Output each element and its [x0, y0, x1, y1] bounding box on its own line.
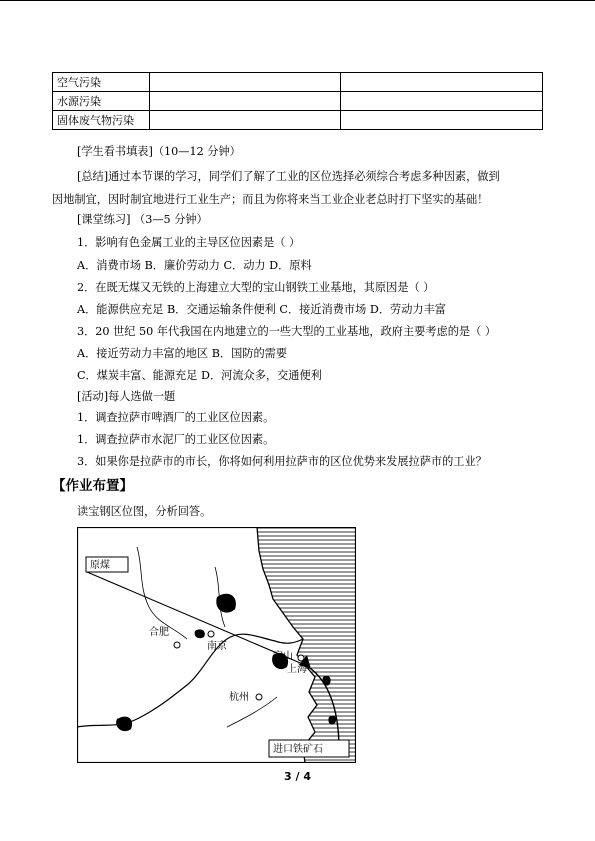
header-rule — [0, 0, 595, 1]
lake — [195, 629, 205, 638]
table-row-label: 水源污染 — [53, 92, 150, 111]
map-instruction: 读宝钢区位图，分析回答。 — [77, 505, 212, 518]
summary-line-2: 因地制宜，因时制宜地进行工业生产；而且为你将来当工业企业老总时打下坚实的基础！ — [52, 193, 489, 206]
homework-section-title: 【作业布置】 — [52, 478, 133, 494]
coal-label: 原煤 — [90, 560, 110, 571]
table-cell — [341, 92, 543, 111]
question-3-options-ab: A．接近劳动力丰富的地区 B．国防的需要 — [77, 347, 288, 360]
lake — [216, 594, 236, 613]
student-reading-note: [学生看书填表]（10—12 分钟） — [77, 145, 241, 158]
table-row — [53, 73, 543, 92]
table-cell — [150, 92, 341, 111]
question-1: 1．影响有色金属工业的主导区位因素是（ ） — [77, 236, 301, 249]
pollution-table — [52, 72, 543, 130]
hefei-label: 合肥 — [149, 627, 169, 638]
question-1-options: A．消费市场 B．廉价劳动力 C．动力 D．原料 — [77, 259, 312, 272]
question-2: 2．在既无煤又无铁的上海建立大型的宝山钢铁工业基地，其原因是（ ） — [77, 281, 435, 294]
table-cell — [150, 73, 341, 92]
activity-item-1: 1．调查拉萨市啤酒厂的工业区位因素。 — [77, 411, 275, 424]
table-cell — [341, 111, 543, 130]
shanghai-label: 上海 — [287, 664, 307, 675]
summary-line-1: [总结]通过本节课的学习，同学们了解了工业的区位选择必须综合考虑多种因素，做到 — [77, 170, 500, 183]
table-row — [53, 111, 543, 130]
baoshan-label: 宝山 — [273, 651, 293, 662]
table-row-label: 固体废气物污染 — [53, 111, 150, 130]
city-dot — [298, 655, 304, 661]
question-3-options-cd: C．煤炭丰富、能源充足 D．河流众多，交通便利 — [77, 369, 322, 382]
city-dot — [208, 631, 214, 637]
sea-area — [257, 527, 356, 763]
hangzhou-label: 杭州 — [229, 692, 249, 703]
table-cell — [341, 73, 543, 92]
activity-item-3: 3．如果你是拉萨市的市长，你将如何利用拉萨市的区位优势来发展拉萨市的工业？ — [77, 455, 487, 468]
baosteel-location-map — [77, 527, 356, 763]
city-dot — [256, 694, 262, 700]
table-cell — [150, 111, 341, 130]
activity-item-2: 1．调查拉萨市水泥厂的工业区位因素。 — [77, 433, 275, 446]
page-number: 3 / 4 — [284, 770, 311, 783]
river — [137, 547, 187, 639]
exercise-heading: [课堂练习] （3—5 分钟） — [77, 213, 208, 226]
table-row-label: 空气污染 — [53, 73, 150, 92]
table-row — [53, 92, 543, 111]
yangtze-river — [77, 634, 303, 727]
city-dot — [174, 642, 180, 648]
question-2-options: A．能源供应充足 B．交通运输条件便利 C．接近消费市场 D．劳动力丰富 — [77, 303, 446, 316]
lake — [116, 717, 132, 731]
iron-ore-label: 进口铁矿石 — [273, 744, 323, 755]
question-3: 3．20 世纪 50 年代我国在内地建立的一些大型的工业基地，政府主要考虑的是（ ） — [77, 325, 497, 338]
activity-heading: [活动]每人选做一题 — [77, 390, 176, 403]
nanjing-label: 南京 — [207, 641, 227, 652]
